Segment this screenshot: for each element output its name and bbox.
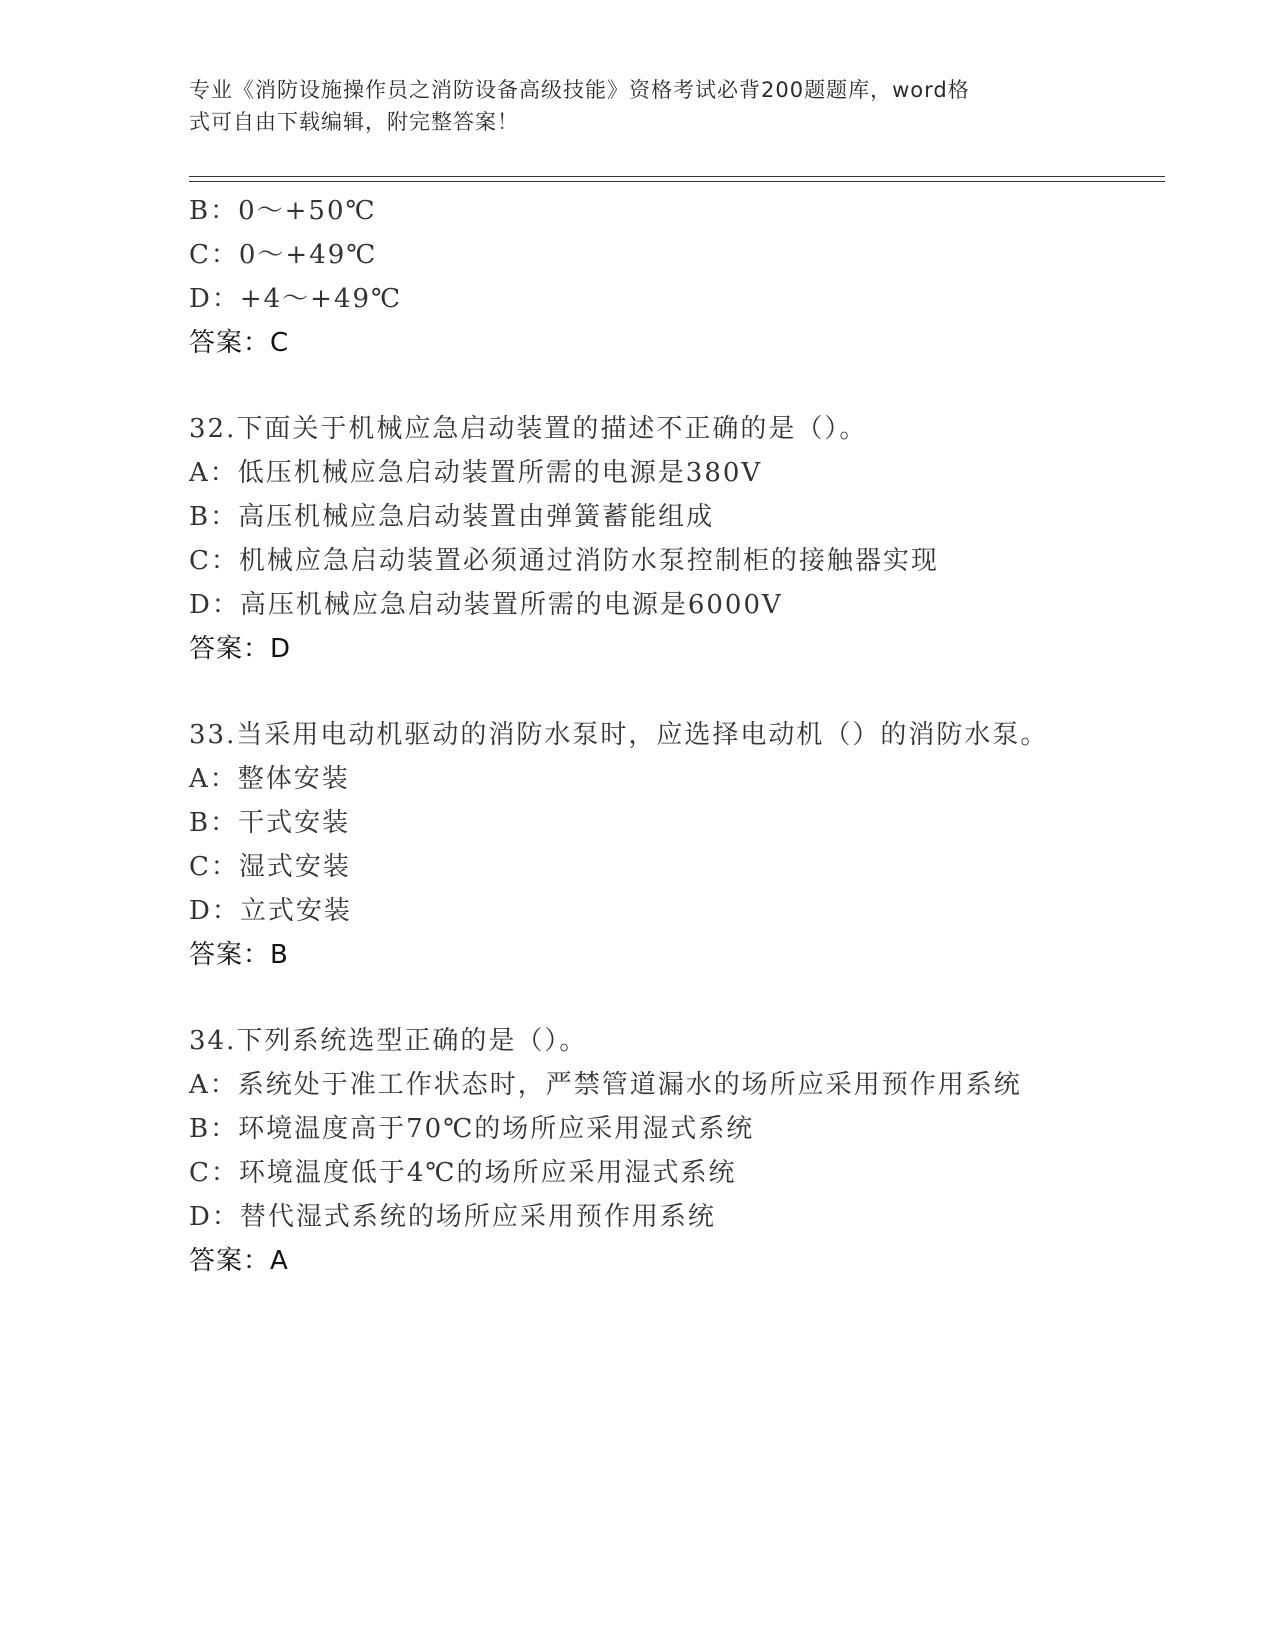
answer-line: 答案：C <box>189 328 290 358</box>
header-line-1: 专业《消防设施操作员之消防设备高级技能》资格考试必背200题题库，word格 <box>189 78 970 102</box>
question-stem: 32.下面关于机械应急启动装置的描述不正确的是（）。 <box>189 414 868 444</box>
question-stem: 34.下列系统选型正确的是（）。 <box>189 1026 588 1056</box>
option-c: C：0～+49℃ <box>189 240 378 270</box>
header-rule-bottom <box>189 181 1165 182</box>
header-rule-top <box>189 176 1165 177</box>
option-b: B：环境温度高于70℃的场所应采用湿式系统 <box>189 1114 755 1144</box>
option-b: B：0～+50℃ <box>189 196 377 226</box>
answer-line: 答案：B <box>189 940 289 970</box>
option-a: A：整体安装 <box>189 764 350 794</box>
option-b: B：干式安装 <box>189 808 351 838</box>
option-d: D：立式安装 <box>189 896 352 926</box>
header-line-2: 式可自由下载编辑，附完整答案！ <box>189 110 519 134</box>
answer-line: 答案：A <box>189 1246 289 1276</box>
option-a: A：低压机械应急启动装置所需的电源是380V <box>189 458 763 488</box>
option-a: A：系统处于准工作状态时，严禁管道漏水的场所应采用预作用系统 <box>189 1070 1022 1100</box>
option-d: D：高压机械应急启动装置所需的电源是6000V <box>189 590 783 620</box>
option-d: D：替代湿式系统的场所应采用预作用系统 <box>189 1202 716 1232</box>
option-c: C：机械应急启动装置必须通过消防水泵控制柜的接触器实现 <box>189 546 939 576</box>
answer-line: 答案：D <box>189 634 292 664</box>
option-c: C：环境温度低于4℃的场所应采用湿式系统 <box>189 1158 737 1188</box>
document-header <box>189 74 1089 138</box>
option-d: D：+4～+49℃ <box>189 284 403 314</box>
option-b: B：高压机械应急启动装置由弹簧蓄能组成 <box>189 502 715 532</box>
question-stem: 33.当采用电动机驱动的消防水泵时，应选择电动机（）的消防水泵。 <box>189 720 1049 750</box>
option-c: C：湿式安装 <box>189 852 351 882</box>
